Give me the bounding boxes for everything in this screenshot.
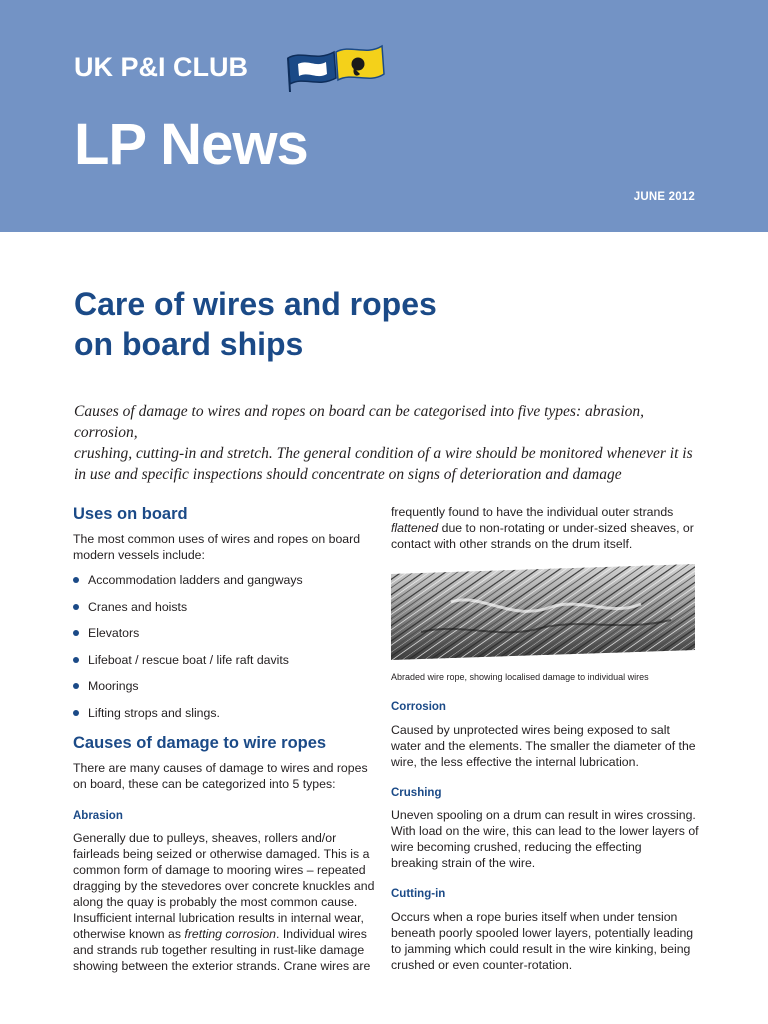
text-line	[73, 926, 378, 942]
text-line: along the quay is probably the most common cause.	[73, 895, 358, 909]
text-line: to jamming which could result in the wire kinking, being	[391, 942, 691, 956]
bullet-dot	[73, 710, 79, 716]
text-line: water and the elements. The smaller the diameter of the	[391, 739, 696, 753]
abrasion-continued	[391, 504, 701, 552]
list-item-text: Lifeboat / rescue boat / life raft davits	[88, 652, 289, 667]
abrasion-body	[73, 830, 378, 974]
text-line: Generally due to pulleys, sheaves, rollers and/or	[73, 831, 337, 845]
intro-line: in use and specific inspections should concentrate on signs of deterioration and damage	[74, 466, 622, 483]
text-span: . Individual wires	[276, 927, 367, 941]
list-item	[73, 652, 373, 679]
crushing-heading: Crushing	[391, 787, 442, 799]
text-span: due to non-rotating or under-sized sheaves, or	[438, 521, 694, 535]
article-title-line: Care of wires and ropes	[74, 286, 437, 322]
text-line: common form of damage to mooring wires – repeated	[73, 863, 366, 877]
text-span: otherwise known as	[73, 927, 185, 941]
club-flags-logo	[286, 44, 386, 94]
text-line: There are many causes of damage to wires and ropes	[73, 761, 368, 775]
bullet-dot	[73, 604, 79, 610]
crushing-body	[391, 807, 711, 871]
list-item-text: Accommodation ladders and gangways	[88, 573, 303, 587]
cutting-in-body	[391, 909, 711, 973]
abrasion-heading: Abrasion	[73, 810, 123, 822]
uses-heading: Uses on board	[73, 505, 188, 523]
text-line: breaking strain of the wire.	[391, 856, 536, 870]
cutting-in-heading: Cutting-in	[391, 888, 446, 900]
causes-intro	[73, 760, 373, 792]
text-line: Uneven spooling on a drum can result in wires crossing.	[391, 808, 696, 822]
text-line: Insufficient internal lubrication results in internal wear,	[73, 911, 364, 925]
text-line: showing between the exterior strands. Crane wires are	[73, 959, 371, 973]
causes-heading: Causes of damage to wire ropes	[73, 734, 327, 752]
uses-intro	[73, 531, 373, 563]
text-line: Caused by unprotected wires being exposed to salt	[391, 723, 670, 737]
corrosion-heading: Corrosion	[391, 701, 446, 713]
text-line: contact with other strands on the drum itself.	[391, 537, 633, 551]
list-item	[73, 678, 373, 705]
text-line: The most common uses of wires and ropes on board	[73, 532, 361, 546]
brand-name: UK P&I CLUB	[74, 52, 248, 82]
emphasis-term: flattened	[391, 521, 439, 535]
article-intro	[74, 401, 704, 485]
abraded-wire-rope-photo	[391, 562, 695, 662]
text-line	[391, 520, 701, 536]
text-line: on board, these can be categorized into 5 types:	[73, 777, 336, 791]
issue-date: JUNE 2012	[633, 191, 695, 203]
list-item-text: Lifting strops and slings.	[88, 705, 220, 720]
list-item	[73, 625, 373, 652]
emphasis-term: fretting corrosion	[184, 927, 277, 941]
list-item	[73, 599, 373, 626]
bullet-dot	[73, 657, 79, 663]
text-line: Occurs when a rope buries itself when under tension	[391, 910, 678, 924]
list-item-text: Moorings	[88, 679, 139, 693]
article-title-line: on board ships	[74, 326, 304, 362]
list-item	[73, 705, 373, 732]
article-title	[74, 284, 714, 364]
list-item-text: Cranes and hoists	[88, 599, 188, 614]
text-line: With load on the wire, this can lead to the lower layers of	[391, 824, 699, 838]
text-line: beneath poorly spooled lower layers, potentially leading	[391, 926, 694, 940]
text-line: wire, the less effective the internal lubrication.	[391, 755, 639, 769]
photo-caption: Abraded wire rope, showing localised damage to individual wires	[391, 672, 649, 682]
list-item-text: Elevators	[88, 626, 140, 640]
bullet-dot	[73, 630, 79, 636]
masthead-title: LP News	[74, 112, 308, 177]
text-line: dragging by the stevedores over concrete knuckles and	[73, 879, 375, 893]
text-line: wire becoming crushed, reducing the effecting	[391, 840, 642, 854]
header-band	[0, 0, 768, 232]
text-line: modern vessels include:	[73, 548, 205, 562]
uses-list	[73, 572, 373, 731]
bullet-dot	[73, 683, 79, 689]
intro-line: Causes of damage to wires and ropes on board can be categorised into five types: abrasion, corrosion,	[74, 403, 644, 441]
text-line: and strands rub together resulting in rust-like damage	[73, 943, 365, 957]
intro-line: crushing, cutting-in and stretch. The general condition of a wire should be monitored whenever it is	[74, 445, 693, 462]
list-item	[73, 572, 373, 599]
text-line: fairleads being seized or otherwise damaged. This is a	[73, 847, 370, 861]
text-line: crushed or even counter-rotation.	[391, 958, 573, 972]
corrosion-body	[391, 722, 701, 770]
text-line: frequently found to have the individual outer strands	[391, 505, 674, 519]
bullet-dot	[73, 577, 79, 583]
